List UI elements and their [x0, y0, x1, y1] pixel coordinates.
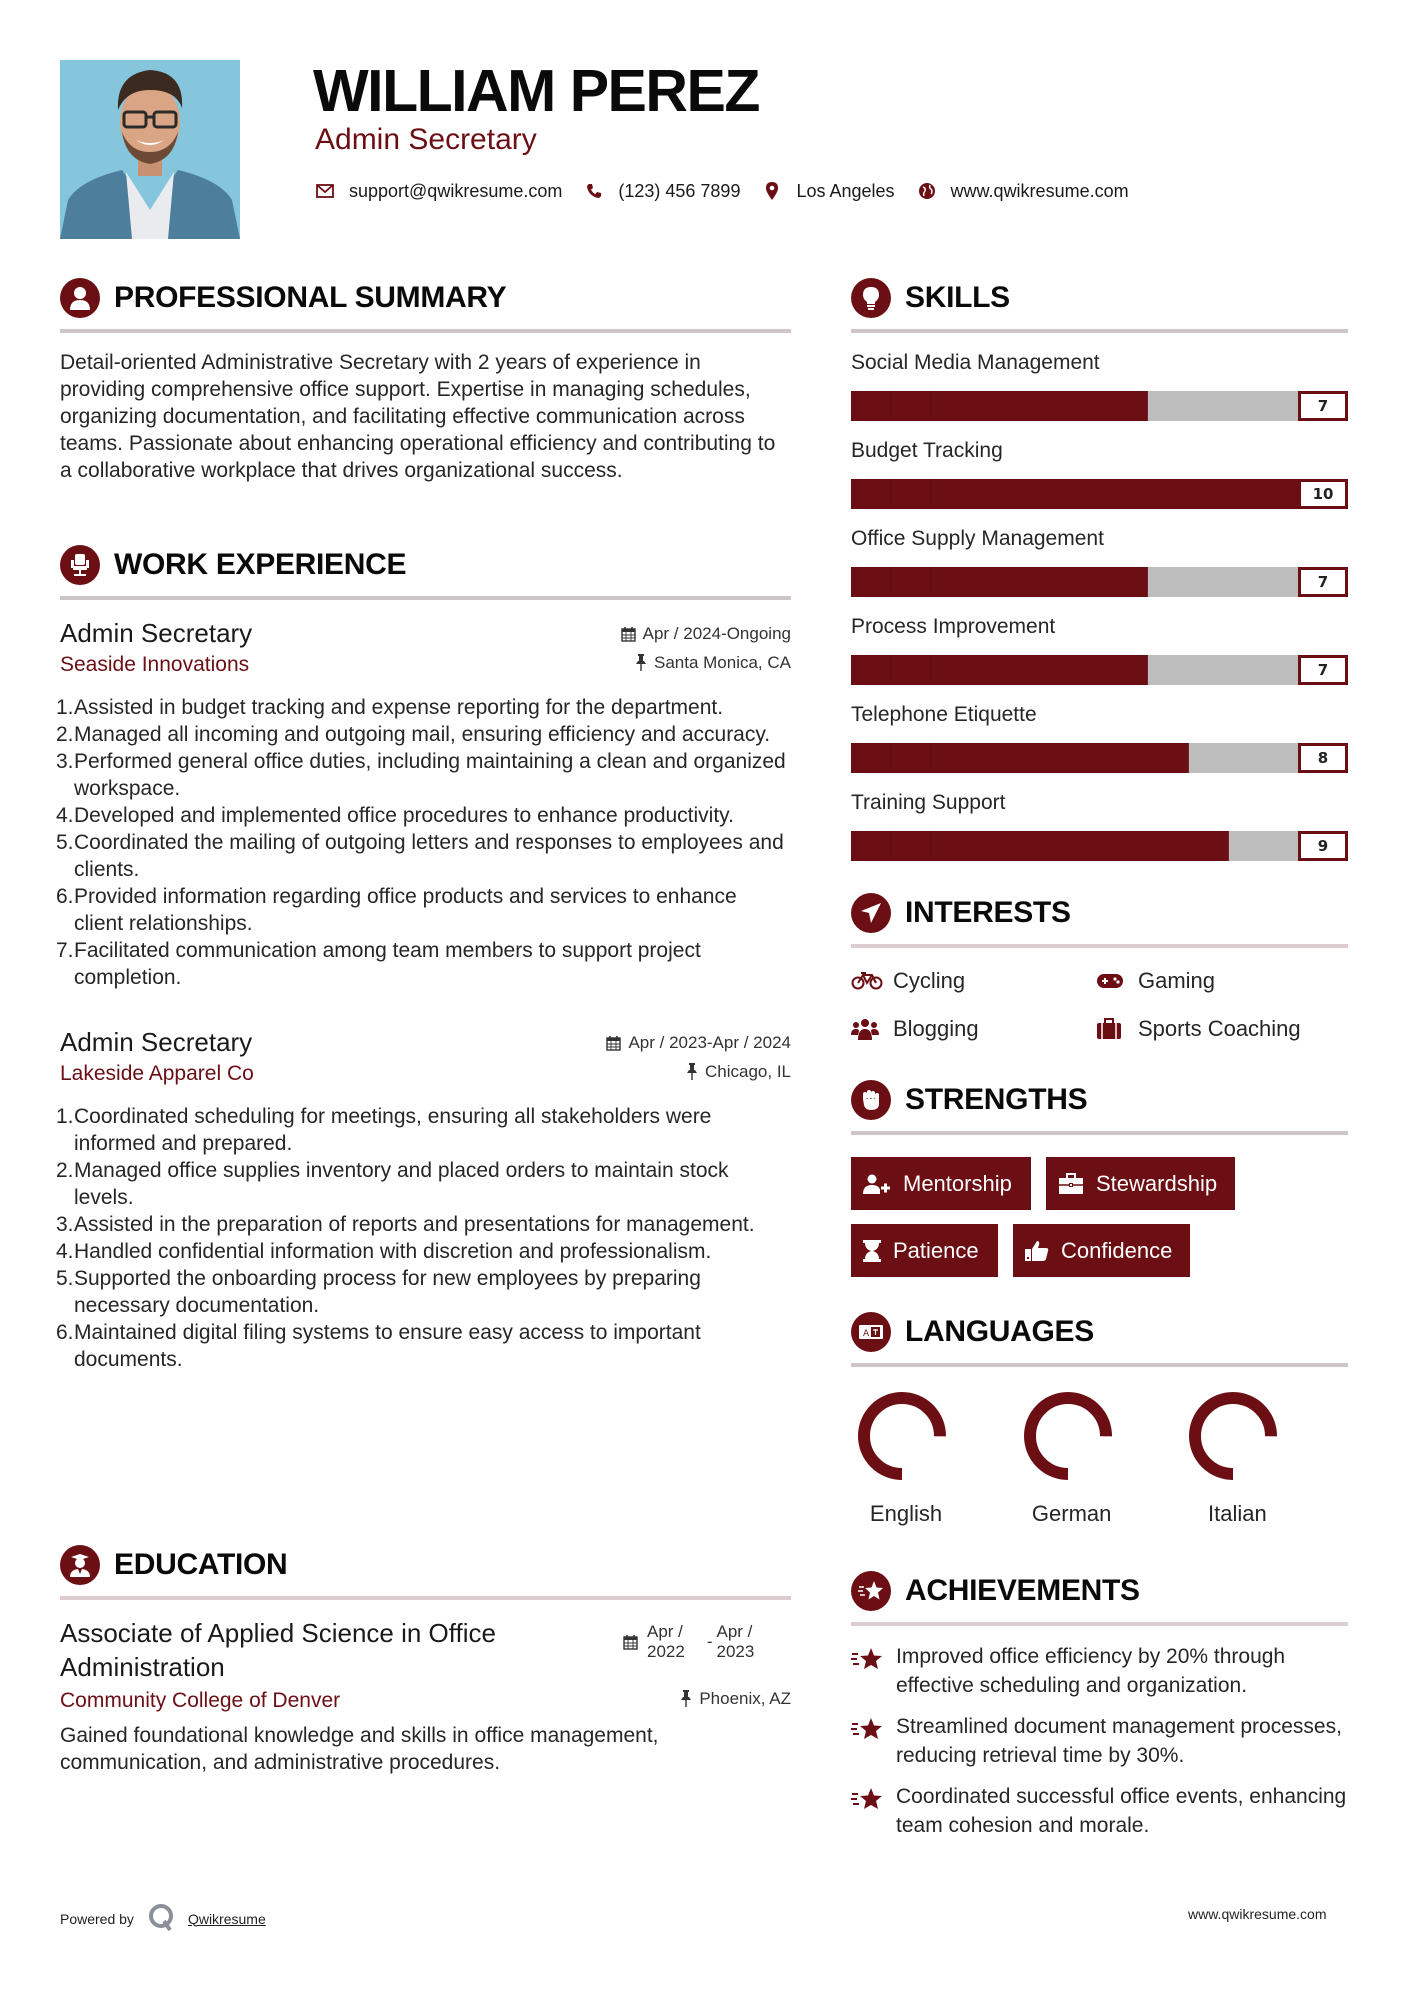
education-section [60, 1544, 791, 1776]
contact-email-text: support@qwikresume.com [349, 180, 563, 201]
section-title: LANGUAGES [905, 1315, 1094, 1348]
achievement-item [851, 1712, 1348, 1770]
skill-value-box: 9 [1298, 831, 1348, 861]
contact-website[interactable] [917, 181, 1151, 202]
qwikresume-logo-icon [148, 1903, 176, 1934]
pushpin-icon [635, 654, 647, 671]
skill-name: Process Improvement [851, 615, 1056, 638]
job-dates-text: Apr / 2023-Apr / 2024 [628, 1033, 791, 1052]
skill-item [851, 525, 1348, 597]
fist-icon [851, 1080, 891, 1120]
hourglass-icon [863, 1240, 881, 1262]
language-level-ring [1188, 1391, 1278, 1481]
language-item [1182, 1391, 1348, 1527]
strengths-list [851, 1157, 1348, 1277]
language-name: German [1031, 1501, 1112, 1526]
school-name: Community College of Denver [60, 1689, 341, 1712]
bullet-item: 1. Coordinated scheduling for meetings, ensuring all stakeholders were informed and prepared. [56, 1105, 712, 1155]
skill-name: Office Supply Management [851, 527, 1104, 550]
shooting-star-icon [851, 1712, 896, 1770]
bullet-item: 7. Facilitated communication among team members to support project completion. [56, 939, 701, 989]
education-location: Phoenix, AZ [680, 1689, 791, 1709]
globe-icon [917, 181, 937, 201]
section-divider [851, 329, 1348, 333]
toolbox-icon [1058, 1173, 1084, 1195]
languages-list [851, 1391, 1348, 1527]
candidate-name: WILLIAM PEREZ [313, 58, 759, 124]
interest-item [851, 964, 1096, 998]
degree-title: Associate of Applied Science in Office Administration [60, 1618, 496, 1682]
skill-level-bar [851, 655, 1348, 685]
job-company: Lakeside Apparel Co [60, 1062, 254, 1085]
bullet-item: 2. Managed office supplies inventory and placed orders to maintain stock levels. [56, 1159, 729, 1209]
section-header [60, 544, 791, 586]
thumbs-up-icon [1025, 1240, 1049, 1262]
interest-item [1096, 964, 1346, 998]
calendar-icon [623, 1634, 638, 1650]
qwikresume-link[interactable]: Qwikresume [187, 1910, 266, 1927]
pushpin-icon [686, 1063, 698, 1080]
job-dates-text: Apr / 2024-Ongoing [642, 624, 791, 643]
job-location [686, 1062, 791, 1082]
job-entry [56, 616, 791, 991]
user-icon [60, 278, 100, 318]
shooting-star-icon [851, 1571, 891, 1611]
skill-name: Budget Tracking [851, 439, 1003, 462]
section-title: ACHIEVEMENTS [905, 1574, 1140, 1607]
strength-badge [1046, 1157, 1235, 1210]
map-marker-icon [762, 181, 782, 201]
skill-item [851, 789, 1348, 861]
skill-value-box: 7 [1298, 391, 1348, 421]
bullet-item: 4. Handled confidential information with discretion and professionalism. [56, 1240, 712, 1263]
summary-text: Detail-oriented Administrative Secretary with 2 years of experience in providing comprehensive office support. Expertise in managing schedules, organizing documentation, and facilitating effective communication across teams. Passionate about enhancing operational efficiency and contributing to a collaborative workplace that drives organizational success. [60, 351, 776, 482]
skill-level-bar [851, 743, 1348, 773]
section-divider [851, 1622, 1348, 1626]
skill-item [851, 701, 1348, 773]
calendar-icon [621, 626, 636, 642]
skills-section [851, 277, 1348, 861]
office-chair-icon [60, 545, 100, 585]
skill-item [851, 349, 1348, 421]
candidate-title: Admin Secretary [315, 123, 537, 156]
lightbulb-icon [851, 278, 891, 318]
language-name: English [869, 1501, 943, 1526]
skill-level-bar [851, 567, 1348, 597]
footer-website[interactable]: www.qwikresume.com [1188, 1906, 1327, 1922]
education-description: Gained foundational knowledge and skills in office management, communication, and administrative procedures. [60, 1724, 659, 1774]
section-header [851, 277, 1348, 319]
section-title: SKILLS [905, 281, 1010, 314]
section-divider [851, 944, 1348, 948]
job-entry [56, 1025, 791, 1373]
skill-level-bar [851, 831, 1348, 861]
language-level-ring [1023, 1391, 1113, 1481]
interest-item [851, 1012, 1096, 1046]
language-name: Italian [1207, 1501, 1267, 1526]
skill-value-box: 7 [1298, 567, 1348, 597]
footer-powered-by [60, 1903, 266, 1934]
skills-list [851, 349, 1348, 861]
profile-photo [60, 60, 240, 239]
gamepad-icon [1096, 973, 1128, 989]
section-divider [60, 596, 791, 600]
section-header [851, 1079, 1348, 1121]
graduate-icon [60, 1545, 100, 1585]
skill-level-bar [851, 391, 1348, 421]
interest-label: Gaming [1138, 968, 1216, 993]
shooting-star-icon [851, 1642, 896, 1700]
skill-item [851, 613, 1348, 685]
pushpin-icon [680, 1690, 692, 1707]
education-entry [60, 1616, 791, 1776]
bullet-item: 6. Provided information regarding office products and services to enhance client relationships. [56, 885, 737, 935]
job-location-text: Santa Monica, CA [653, 652, 791, 672]
achievement-item [851, 1782, 1348, 1840]
bullet-item: 6. Maintained digital filing systems to ensure easy access to important documents. [56, 1321, 701, 1371]
job-dates [621, 624, 791, 644]
section-header [851, 892, 1348, 934]
briefcase-icon [1096, 1018, 1128, 1040]
users-icon [851, 1018, 883, 1040]
skill-level-bar [851, 479, 1348, 509]
start-date: Apr / 2022 [647, 1622, 685, 1661]
strength-label: Mentorship [903, 1170, 1012, 1196]
section-header [851, 1311, 1348, 1353]
bullet-item: 4. Developed and implemented office procedures to enhance productivity. [56, 804, 734, 827]
user-plus-icon [863, 1174, 891, 1194]
job-bullets [56, 1103, 791, 1373]
section-title: PROFESSIONAL SUMMARY [114, 281, 507, 314]
job-dates [606, 1033, 791, 1053]
strength-label: Confidence [1061, 1237, 1173, 1263]
achievement-item [851, 1642, 1348, 1700]
section-title: STRENGTHS [905, 1083, 1088, 1116]
section-header [60, 1544, 791, 1586]
strength-badge [851, 1157, 1031, 1210]
section-header [60, 277, 791, 319]
skill-value-box: 7 [1298, 655, 1348, 685]
phone-icon [584, 181, 604, 201]
job-title: Admin Secretary [60, 1027, 253, 1057]
interest-label: Blogging [893, 1016, 979, 1041]
paper-plane-icon [851, 893, 891, 933]
skill-item [851, 437, 1348, 509]
bullet-item: 5. Coordinated the mailing of outgoing letters and responses to employees and clients. [56, 831, 784, 881]
languages-section [851, 1311, 1348, 1527]
achievements-list [851, 1642, 1348, 1840]
envelope-icon [315, 181, 335, 201]
interest-label: Cycling [893, 968, 966, 993]
achievements-section [851, 1570, 1348, 1840]
bullet-item: 1. Assisted in budget tracking and expense reporting for the department. [56, 696, 724, 719]
skill-name: Social Media Management [851, 351, 1100, 374]
skill-value-box: 10 [1298, 479, 1348, 509]
interests-section [851, 892, 1348, 1046]
bullet-item: 5. Supported the onboarding process for new employees by preparing necessary documentation. [56, 1267, 701, 1317]
section-divider [60, 329, 791, 333]
language-icon [851, 1312, 891, 1352]
skill-value-box: 8 [1298, 743, 1348, 773]
section-divider [60, 1596, 791, 1600]
job-title: Admin Secretary [60, 618, 253, 648]
interest-label: Sports Coaching [1138, 1016, 1301, 1041]
strengths-section [851, 1079, 1348, 1277]
job-location [635, 653, 791, 673]
contact-email[interactable] [315, 181, 584, 202]
contact-bar [315, 176, 1151, 206]
work-experience-section [56, 544, 791, 1373]
contact-website-text: www.qwikresume.com [950, 180, 1129, 201]
job-bullets [56, 694, 791, 991]
skill-name: Training Support [851, 791, 1006, 814]
shooting-star-icon [851, 1782, 896, 1840]
end-date: Apr / 2023 [716, 1622, 755, 1661]
skill-name: Telephone Etiquette [851, 703, 1037, 726]
language-level-ring [857, 1391, 947, 1481]
education-dates [623, 1616, 791, 1684]
contact-phone[interactable] [584, 181, 762, 202]
achievement-text: Coordinated successful office events, enhancing team cohesion and morale. [896, 1785, 1347, 1837]
strength-label: Stewardship [1096, 1170, 1218, 1196]
svg-text:A: A [863, 1329, 870, 1339]
strength-label: Patience [893, 1237, 979, 1263]
strength-badge [851, 1224, 998, 1277]
section-divider [851, 1131, 1348, 1135]
achievement-text: Streamlined document management processes, reducing retrieval time by 30%. [896, 1715, 1342, 1767]
contact-phone-text: (123) 456 7899 [618, 180, 741, 201]
bullet-item: 3. Performed general office duties, including maintaining a clean and organized workspace. [56, 750, 786, 800]
contact-location-text: Los Angeles [796, 180, 895, 201]
section-title: WORK EXPERIENCE [114, 548, 407, 581]
section-title: EDUCATION [114, 1548, 288, 1581]
bullet-item: 3. Assisted in the preparation of reports and presentations for management. [56, 1213, 755, 1236]
job-company: Seaside Innovations [60, 653, 250, 676]
bullet-item: 2. Managed all incoming and outgoing mail, ensuring efficiency and accuracy. [56, 723, 771, 746]
calendar-icon [606, 1035, 621, 1051]
achievement-text: Improved office efficiency by 20% through effective scheduling and organization. [896, 1645, 1286, 1697]
interest-item [1096, 1012, 1346, 1046]
job-location-text: Chicago, IL [705, 1061, 791, 1081]
interests-list [851, 964, 1348, 1046]
section-header [851, 1570, 1348, 1612]
date-separator: - [706, 1632, 713, 1651]
professional-summary-section [60, 277, 791, 484]
bicycle-icon [851, 972, 883, 990]
contact-location [762, 181, 916, 202]
section-title: INTERESTS [905, 896, 1071, 929]
strength-badge [1013, 1224, 1190, 1277]
section-divider [851, 1363, 1348, 1367]
language-item [1017, 1391, 1183, 1527]
language-item [851, 1391, 1017, 1527]
powered-by-label: Powered by [60, 1910, 134, 1927]
